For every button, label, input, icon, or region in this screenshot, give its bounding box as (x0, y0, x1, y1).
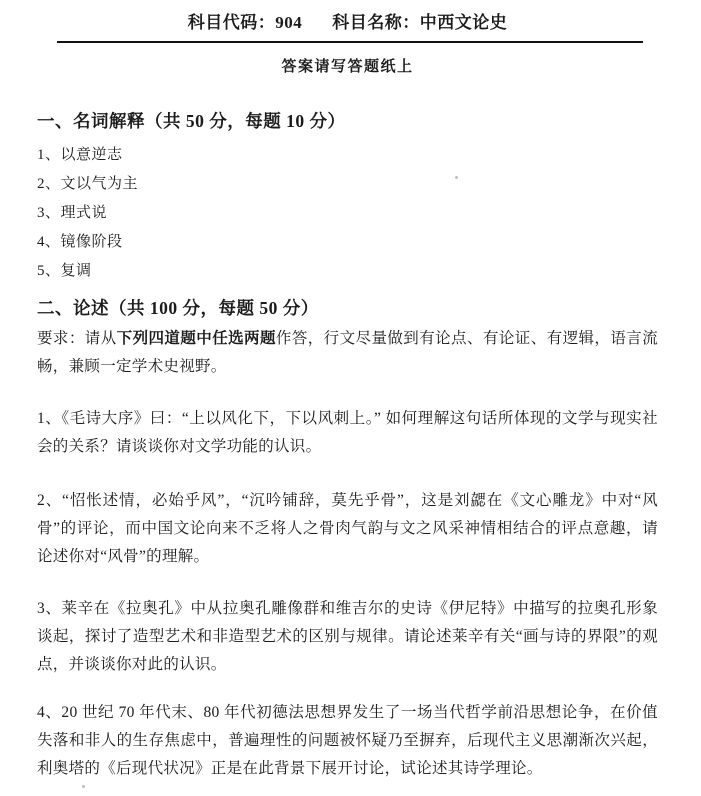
term-item: 2、文以气为主 (37, 176, 139, 192)
section-essay-title: 二、论述（共 100 分，每题 50 分） (37, 298, 319, 318)
section-terms-title: 一、名词解释（共 50 分，每题 10 分） (37, 111, 346, 131)
term-list (37, 141, 658, 286)
essay-question: 3、莱辛在《拉奥孔》中从拉奥孔雕像群和维吉尔的史诗《伊尼特》中描写的拉奥孔形象谈起，探讨了造型艺术和非造型艺术的区别与规律。请论述莱辛有关“画与诗的界限”的观点，并谈谈你对此的认识。 (37, 600, 658, 673)
essay-question: 2、“怊怅述情，必始乎风”，“沉吟铺辞，莫先乎骨”，这是刘勰在《文心雕龙》中对“风骨”的评论，而中国文论向来不乏将人之骨肉气韵与文之风采神情相结合的评点意趣，请论述你对“风骨”的理解。 (37, 492, 658, 565)
subject-name-value: 中西文论史 (419, 13, 508, 32)
term-item: 4、镜像阶段 (37, 234, 123, 250)
scan-speck (455, 176, 458, 179)
subject-code-label: 科目代码： (187, 13, 276, 32)
exam-header (37, 12, 658, 34)
subject-code (188, 13, 303, 32)
requirement-prefix: 要求：请从 (37, 330, 117, 347)
essay-requirement (37, 325, 658, 381)
answer-sheet-notice: 答案请写答题纸上 (281, 59, 414, 75)
subject-code-value: 904 (275, 13, 303, 32)
requirement-suffix: 作答，行文尽量做到有论点、有论证、有逻辑，语言流畅，兼顾一定学术史视野。 (37, 330, 658, 375)
scan-speck (82, 785, 85, 788)
essay-question: 4、20 世纪 70 年代末、80 年代初德法思想界发生了一场当代哲学前沿思想论争，在价值失落和非人的生存焦虑中，普遍理性的问题被怀疑乃至摒弃，后现代主义思潮渐次兴起，利奥塔的《后现代状况》正是在此背景下展开讨论，试论述其诗学理论。 (37, 704, 658, 777)
essay-question: 1、《毛诗大序》曰：“上以风化下，下以风刺上。” 如何理解这句话所体现的文学与现实社会的关系？请谈谈你对文学功能的认识。 (37, 410, 658, 455)
term-item: 1、以意逆志 (37, 147, 123, 163)
header-divider (57, 41, 643, 43)
term-item: 5、复调 (37, 263, 92, 279)
subject-name-label: 科目名称： (332, 13, 420, 32)
subject-name (332, 13, 507, 32)
requirement-emphasis: 下列四道题中任选两题 (116, 330, 276, 347)
term-item: 3、理式说 (37, 205, 108, 221)
